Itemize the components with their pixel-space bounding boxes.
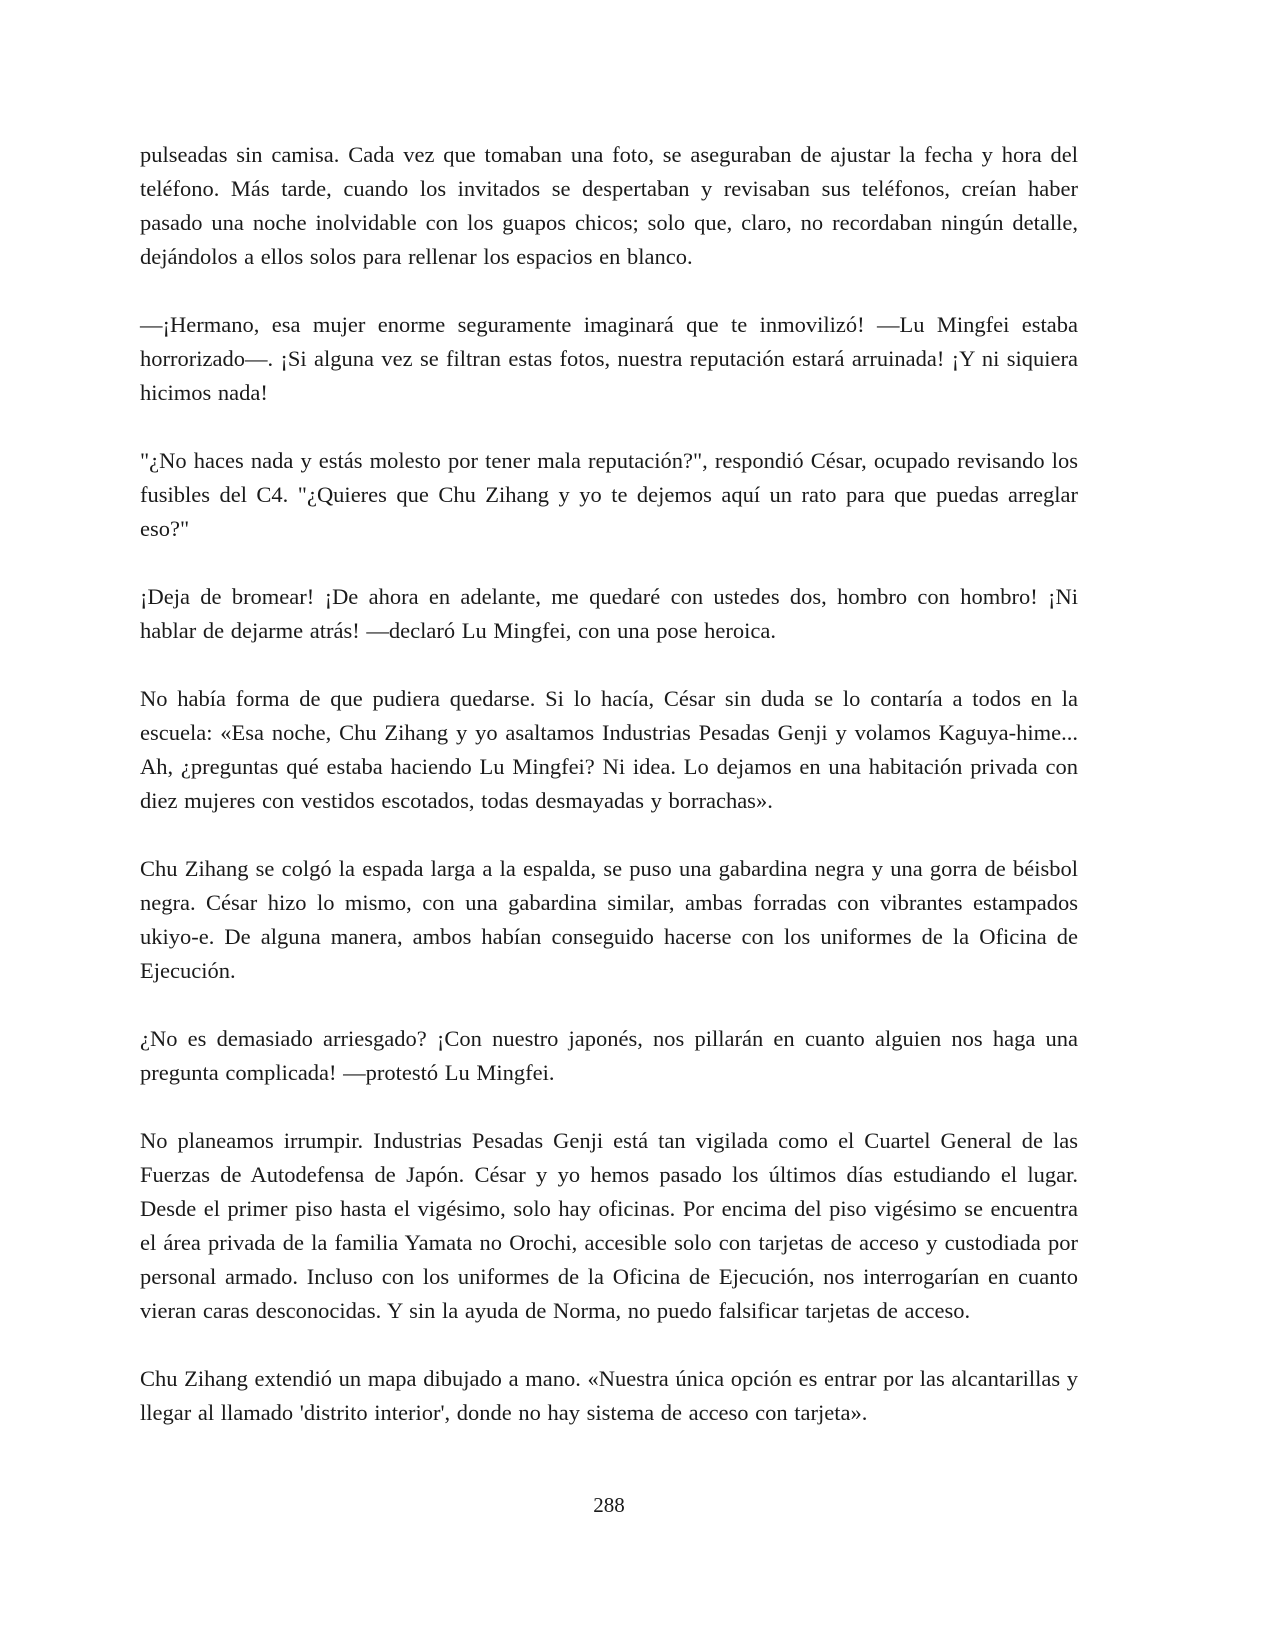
paragraph-6: Chu Zihang se colgó la espada larga a la espalda, se puso una gabardina negra y una gorra de béisbol negra. César hizo lo mismo, con una gabardina similar, ambas forradas con vibrantes estampados ukiyo-e. De alguna manera, ambos habían conseguido hacerse con los uniformes de la Oficina de Ejecución.	[140, 856, 1078, 983]
paragraph-8: No planeamos irrumpir. Industrias Pesadas Genji está tan vigilada como el Cuartel General de las Fuerzas de Autodefensa de Japón. César y yo hemos pasado los últimos días estudiando el lugar. Desde el primer piso hasta el vigésimo, solo hay oficinas. Por encima del piso vigésimo se encuentra el área privada de la familia Yamata no Orochi, accesible solo con tarjetas de acceso y custodiada por personal armado. Incluso con los uniformes de la Oficina de Ejecución, nos interrogarían en cuanto vieran caras desconocidas. Y sin la ayuda de Norma, no puedo falsificar tarjetas de acceso.	[140, 1128, 1078, 1323]
paragraph-4: ¡Deja de bromear! ¡De ahora en adelante, me quedaré con ustedes dos, hombro con hombro! ¡Ni hablar de dejarme atrás! —declaró Lu Mingfei, con una pose heroica.	[140, 584, 1078, 643]
paragraph-7: ¿No es demasiado arriesgado? ¡Con nuestro japonés, nos pillarán en cuanto alguien nos haga una pregunta complicada! —protestó Lu Mingfei.	[140, 1026, 1078, 1085]
text-block	[140, 138, 1078, 1464]
paragraph-2: —¡Hermano, esa mujer enorme seguramente imaginará que te inmovilizó! —Lu Mingfei estaba horrorizado—. ¡Si alguna vez se filtran estas fotos, nuestra reputación estará arruinada! ¡Y ni siquiera hicimos nada!	[140, 312, 1078, 405]
page-number: 288	[593, 1493, 625, 1517]
paragraph-1: pulseadas sin camisa. Cada vez que tomaban una foto, se aseguraban de ajustar la fecha y hora del teléfono. Más tarde, cuando los invitados se despertaban y revisaban sus teléfonos, creían haber pasado una noche inolvidable con los guapos chicos; solo que, claro, no recordaban ningún detalle, dejándolos a ellos solos para rellenar los espacios en blanco.	[140, 142, 1078, 269]
paragraph-5: No había forma de que pudiera quedarse. Si lo hacía, César sin duda se lo contaría a todos en la escuela: «Esa noche, Chu Zihang y yo asaltamos Industrias Pesadas Genji y volamos Kaguya-hime... Ah, ¿preguntas qué estaba haciendo Lu Mingfei? Ni idea. Lo dejamos en una habitación privada con diez mujeres con vestidos escotados, todas desmayadas y borrachas».	[140, 686, 1078, 813]
paragraph-3: "¿No haces nada y estás molesto por tener mala reputación?", respondió César, ocupado revisando los fusibles del C4. "¿Quieres que Chu Zihang y yo te dejemos aquí un rato para que puedas arreglar eso?"	[140, 448, 1078, 541]
paragraph-9: Chu Zihang extendió un mapa dibujado a mano. «Nuestra única opción es entrar por las alcantarillas y llegar al llamado 'distrito interior', donde no hay sistema de acceso con tarjeta».	[140, 1366, 1078, 1425]
